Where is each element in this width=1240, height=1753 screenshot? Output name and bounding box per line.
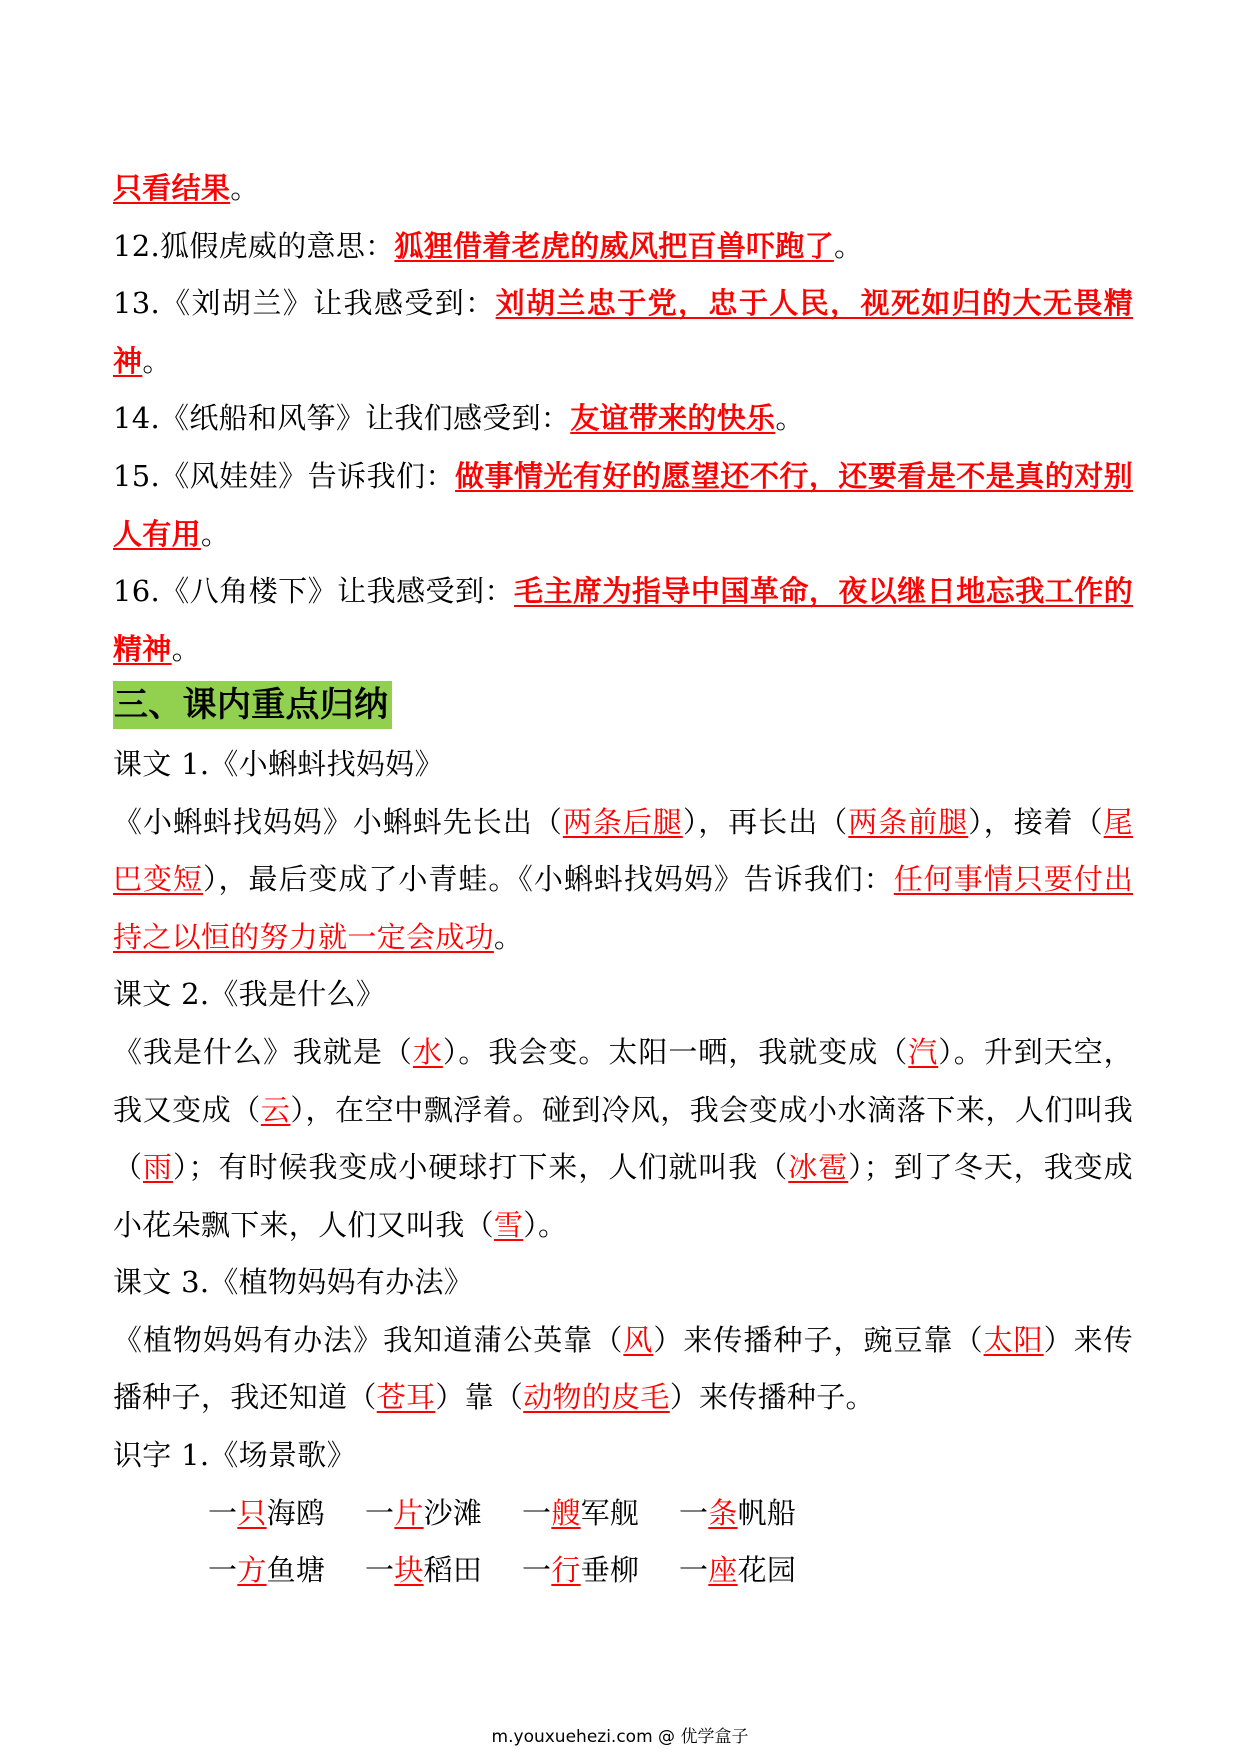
classifier-item: 一艘军舰 xyxy=(522,1495,640,1530)
answer: 动物的皮毛 xyxy=(523,1380,670,1415)
item-15: 15.《风娃娃》告诉我们：做事情光有好的愿望还不行，还要看是不是真的对别人有用。 xyxy=(113,458,1133,551)
answer: 云 xyxy=(260,1092,291,1127)
section-heading: 三、课内重点归纳 xyxy=(113,681,392,729)
item-16: 16.《八角楼下》让我感受到：毛主席为指导中国革命，夜以继日地忘我工作的精神。 xyxy=(113,574,1133,666)
classifier-item: 一条帆船 xyxy=(679,1495,797,1530)
item-13: 13.《刘胡兰》让我感受到：刘胡兰忠于党，忠于人民，视死如归的大无畏精神。 xyxy=(113,286,1133,378)
answer: 狐狸借着老虎的威风把百兽吓跑了 xyxy=(394,228,834,263)
classifier-row-1 xyxy=(113,1485,1133,1543)
classifier-row-2 xyxy=(113,1542,1133,1600)
answer: 冰雹 xyxy=(788,1150,849,1185)
answer: 两条前腿 xyxy=(848,804,969,839)
classifier-item: 一行垂柳 xyxy=(522,1553,640,1588)
answer: 苍耳 xyxy=(376,1380,436,1415)
item-14: 14.《纸船和风筝》让我们感受到：友谊带来的快乐。 xyxy=(113,401,805,436)
answer: 两条后腿 xyxy=(562,804,683,839)
answer: 做事情光有好的愿望还不行，还要看是不是真的对别人有用 xyxy=(113,458,1133,551)
answer: 友谊带来的快乐 xyxy=(570,401,776,436)
answer: 雪 xyxy=(493,1207,524,1242)
answer: 只看结果 xyxy=(113,171,231,205)
answer: 水 xyxy=(412,1034,443,1069)
lesson-2-title: 课文 2.《我是什么》 xyxy=(113,977,386,1012)
answer: 汽 xyxy=(908,1034,939,1069)
lesson-4-title: 识字 1.《场景歌》 xyxy=(113,1438,356,1473)
answer: 太阳 xyxy=(983,1322,1044,1357)
item-12: 12.狐假虎威的意思：狐狸借着老虎的威风把百兽吓跑了。 xyxy=(113,228,864,263)
lesson-3-text: 《植物妈妈有办法》我知道蒲公英靠（风）来传播种子，豌豆靠（太阳）来传播种子，我还知道（苍耳）靠（动物的皮毛）来传播种子。 xyxy=(113,1322,1133,1415)
document-body xyxy=(113,160,1133,1600)
page-footer: m.youxuehezi.com @ 优学盒子 xyxy=(491,1727,749,1747)
answer: 毛主席为指导中国革命，夜以继日地忘我工作的精神 xyxy=(113,574,1133,666)
answer: 尾巴变短 xyxy=(113,804,1133,897)
lesson-2-text: 《我是什么》我就是（水）。我会变。太阳一晒，我就变成（汽）。升到天空，我又变成（云），在空中飘浮着。碰到冷风，我会变成小水滴落下来，人们叫我（雨）；有时候我变成小硬球打下来，人们就叫我（冰雹）；到了冬天，我变成小花朵飘下来，人们又叫我（雪）。 xyxy=(113,1034,1133,1242)
classifier-item: 一只海鸥 xyxy=(208,1495,326,1530)
classifier-item: 一方鱼塘 xyxy=(208,1553,326,1588)
classifier-item: 一片沙滩 xyxy=(365,1495,483,1530)
answer: 雨 xyxy=(143,1150,173,1185)
classifier-item: 一座花园 xyxy=(679,1553,797,1588)
lesson-1-text: 《小蝌蚪找妈妈》小蝌蚪先长出（两条后腿），再长出（两条前腿），接着（尾巴变短），最后变成了小青蛙。《小蝌蚪找妈妈》告诉我们：任何事情只要付出持之以恒的努力就一定会成功。 xyxy=(113,804,1134,954)
lesson-3-title: 课文 3.《植物妈妈有办法》 xyxy=(113,1265,474,1300)
answer: 刘胡兰忠于党，忠于人民，视死如归的大无畏精神 xyxy=(113,286,1133,378)
section-heading-wrapper xyxy=(113,678,1133,736)
lesson-1-title: 课文 1.《小蝌蚪找妈妈》 xyxy=(113,746,444,781)
item-11-continuation: 只看结果。 xyxy=(113,171,260,205)
answer: 任何事情只要付出持之以恒的努力就一定会成功 xyxy=(113,862,1134,954)
classifier-item: 一块稻田 xyxy=(365,1553,483,1588)
answer: 风 xyxy=(623,1322,654,1357)
